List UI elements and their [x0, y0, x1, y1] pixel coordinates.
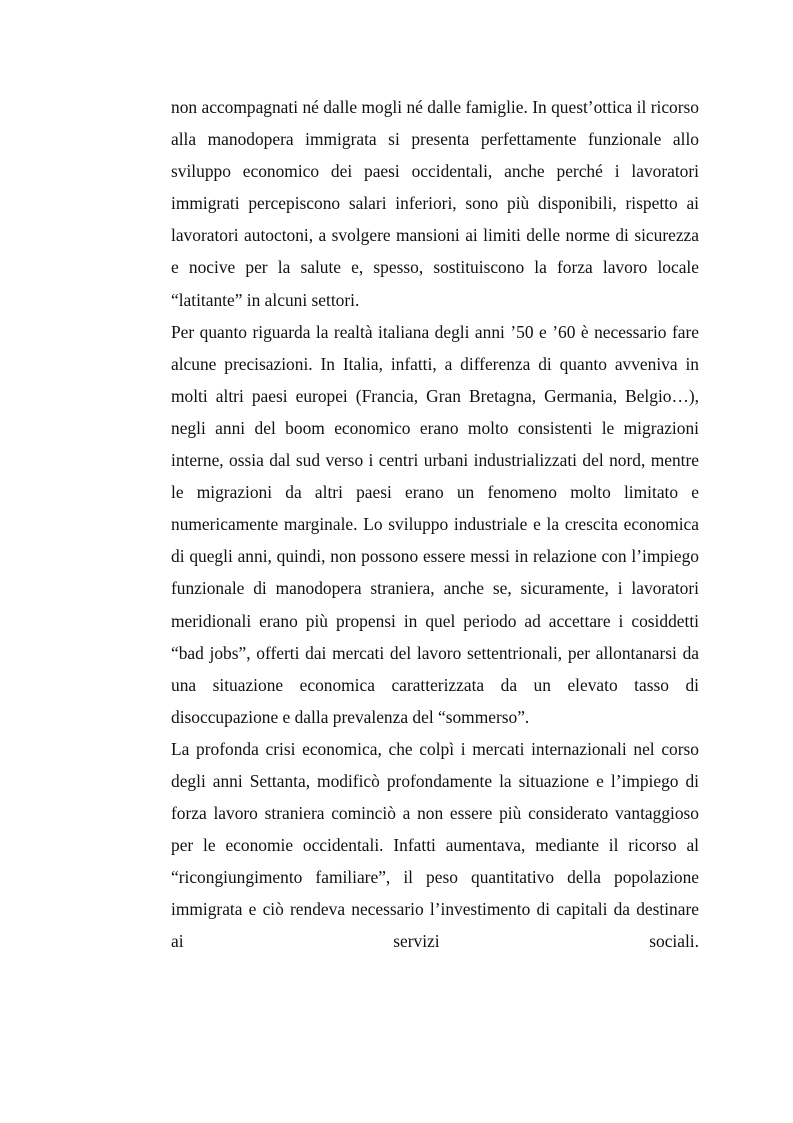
paragraph-3: La profonda crisi economica, che colpì i mercati internazionali nel corso degli anni Settanta, modificò profondamente la situazione e l’impiego di forza lavoro straniera cominciò a non essere più considerato vantaggioso per le economie occidentali. Infatti aumentava, mediante il ricorso al “ricongiungimento familiare”, il peso quantitativo della popolazione immigrata e ciò rendeva necessario l’investimento di capitali da destinare ai servizi sociali.: [171, 738, 699, 952]
body-text: [171, 91, 699, 958]
paragraph-2: Per quanto riguarda la realtà italiana degli anni ’50 e ’60 è necessario fare alcune precisazioni. In Italia, infatti, a differenza di quanto avveniva in molti altri paesi europei (Francia, Gran Bretagna, Germania, Belgio…), negli anni del boom economico erano molto consistenti le migrazioni interne, ossia dal sud verso i centri urbani industrializzati del nord, mentre le migrazioni da altri paesi erano un fenomeno molto limitato e numericamente marginale. Lo sviluppo industriale e la crescita economica di quegli anni, quindi, non possono essere messi in relazione con l’impiego funzionale di manodopera straniera, anche se, sicuramente, i lavoratori meridionali erano più propensi in quel periodo ad accettare i cosiddetti “bad jobs”, offerti dai mercati del lavoro settentrionali, per allontanarsi da una situazione economica caratterizzata da un elevato tasso di disoccupazione e dalla prevalenza del “sommerso”.: [171, 321, 699, 727]
paragraph-1: non accompagnati né dalle mogli né dalle famiglie. In quest’ottica il ricorso alla manodopera immigrata si presenta perfettamente funzionale allo sviluppo economico dei paesi occidentali, anche perché i lavoratori immigrati percepiscono salari inferiori, sono più disponibili, rispetto ai lavoratori autoctoni, a svolgere mansioni ai limiti delle norme di sicurezza e nocive per la salute e, spesso, sostituiscono la forza lavoro locale “latitante” in alcuni settori.: [171, 97, 699, 310]
